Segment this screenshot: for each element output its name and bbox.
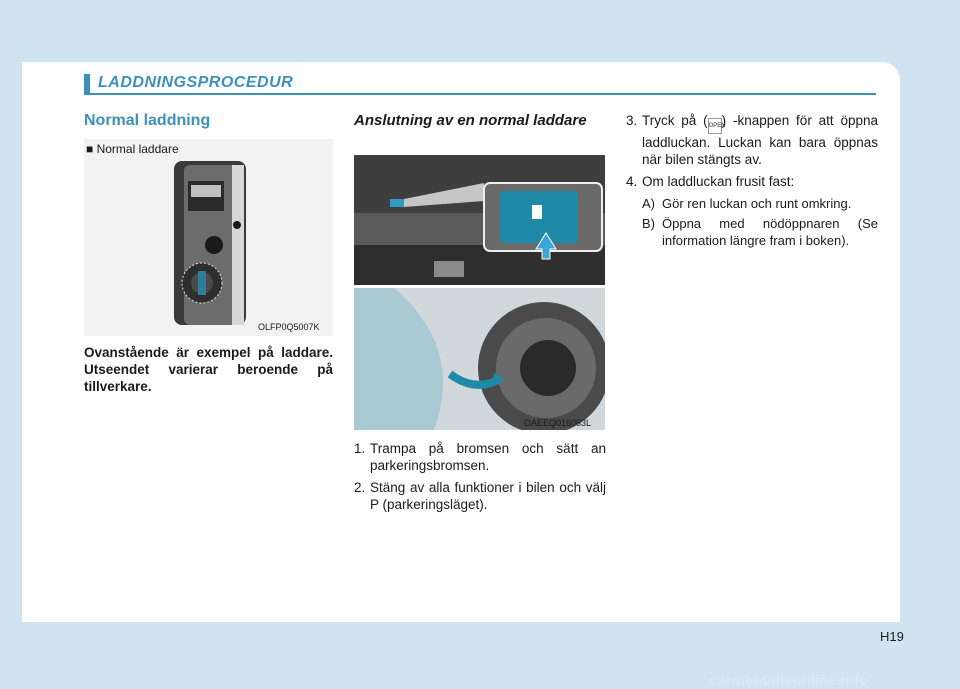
charge-door-figure: [354, 288, 605, 430]
header-rule: [84, 93, 876, 95]
subtitle-normal-charging: Normal laddning: [84, 112, 211, 129]
step-number: 3.: [626, 113, 638, 128]
list-item: [626, 173, 878, 190]
sub-item: [626, 215, 878, 249]
figure-code: OLFP0Q5007K: [258, 322, 320, 332]
list-item: [354, 479, 606, 513]
header-accent-bar: [84, 74, 90, 94]
sub-label: B): [642, 216, 655, 231]
step-number: 2.: [354, 480, 366, 495]
figure-label: ■ Normal laddare: [86, 142, 179, 156]
section-title: LADDNINGSPROCEDUR: [98, 74, 294, 91]
list-item: [354, 440, 606, 474]
step-number: 1.: [354, 441, 366, 456]
step-number: 4.: [626, 174, 638, 189]
watermark: carmanualsonline.info: [709, 672, 869, 689]
step-text: Stäng av alla funktioner i bilen och välj P (parkeringsläget).: [370, 480, 606, 512]
step-text-pre: Tryck på (: [642, 113, 708, 128]
connection-title: Anslutning av en normal laddare: [354, 112, 587, 129]
charger-note: Ovanstående är exempel på laddare. Utseendet varierar beroende på tillverkare.: [84, 345, 333, 394]
step-text-post: ) -knappen för att öppna laddluckan. Luckan kan bara öppnas när bilen stängts av.: [642, 113, 878, 167]
charge-door-open-icon: OPEN: [708, 118, 722, 134]
sub-label: A): [642, 196, 655, 211]
figure-code-2: OAEEQ016063L: [524, 418, 592, 428]
page-number: H19: [880, 629, 904, 644]
step-text: Trampa på bromsen och sätt an parkeringsbromsen.: [370, 441, 606, 473]
sub-text: Öppna med nödöppnaren (Se information längre fram i boken).: [662, 216, 878, 248]
sub-item: [626, 195, 878, 212]
charger-figure: [84, 139, 333, 336]
dashboard-figure: [354, 155, 605, 285]
sub-text: Gör ren luckan och runt omkring.: [662, 196, 852, 211]
step-text: [642, 112, 878, 168]
step-text: Om laddluckan frusit fast:: [642, 174, 795, 189]
list-item: [626, 112, 878, 168]
steps-continued: [626, 112, 878, 252]
steps-list: [354, 440, 606, 518]
